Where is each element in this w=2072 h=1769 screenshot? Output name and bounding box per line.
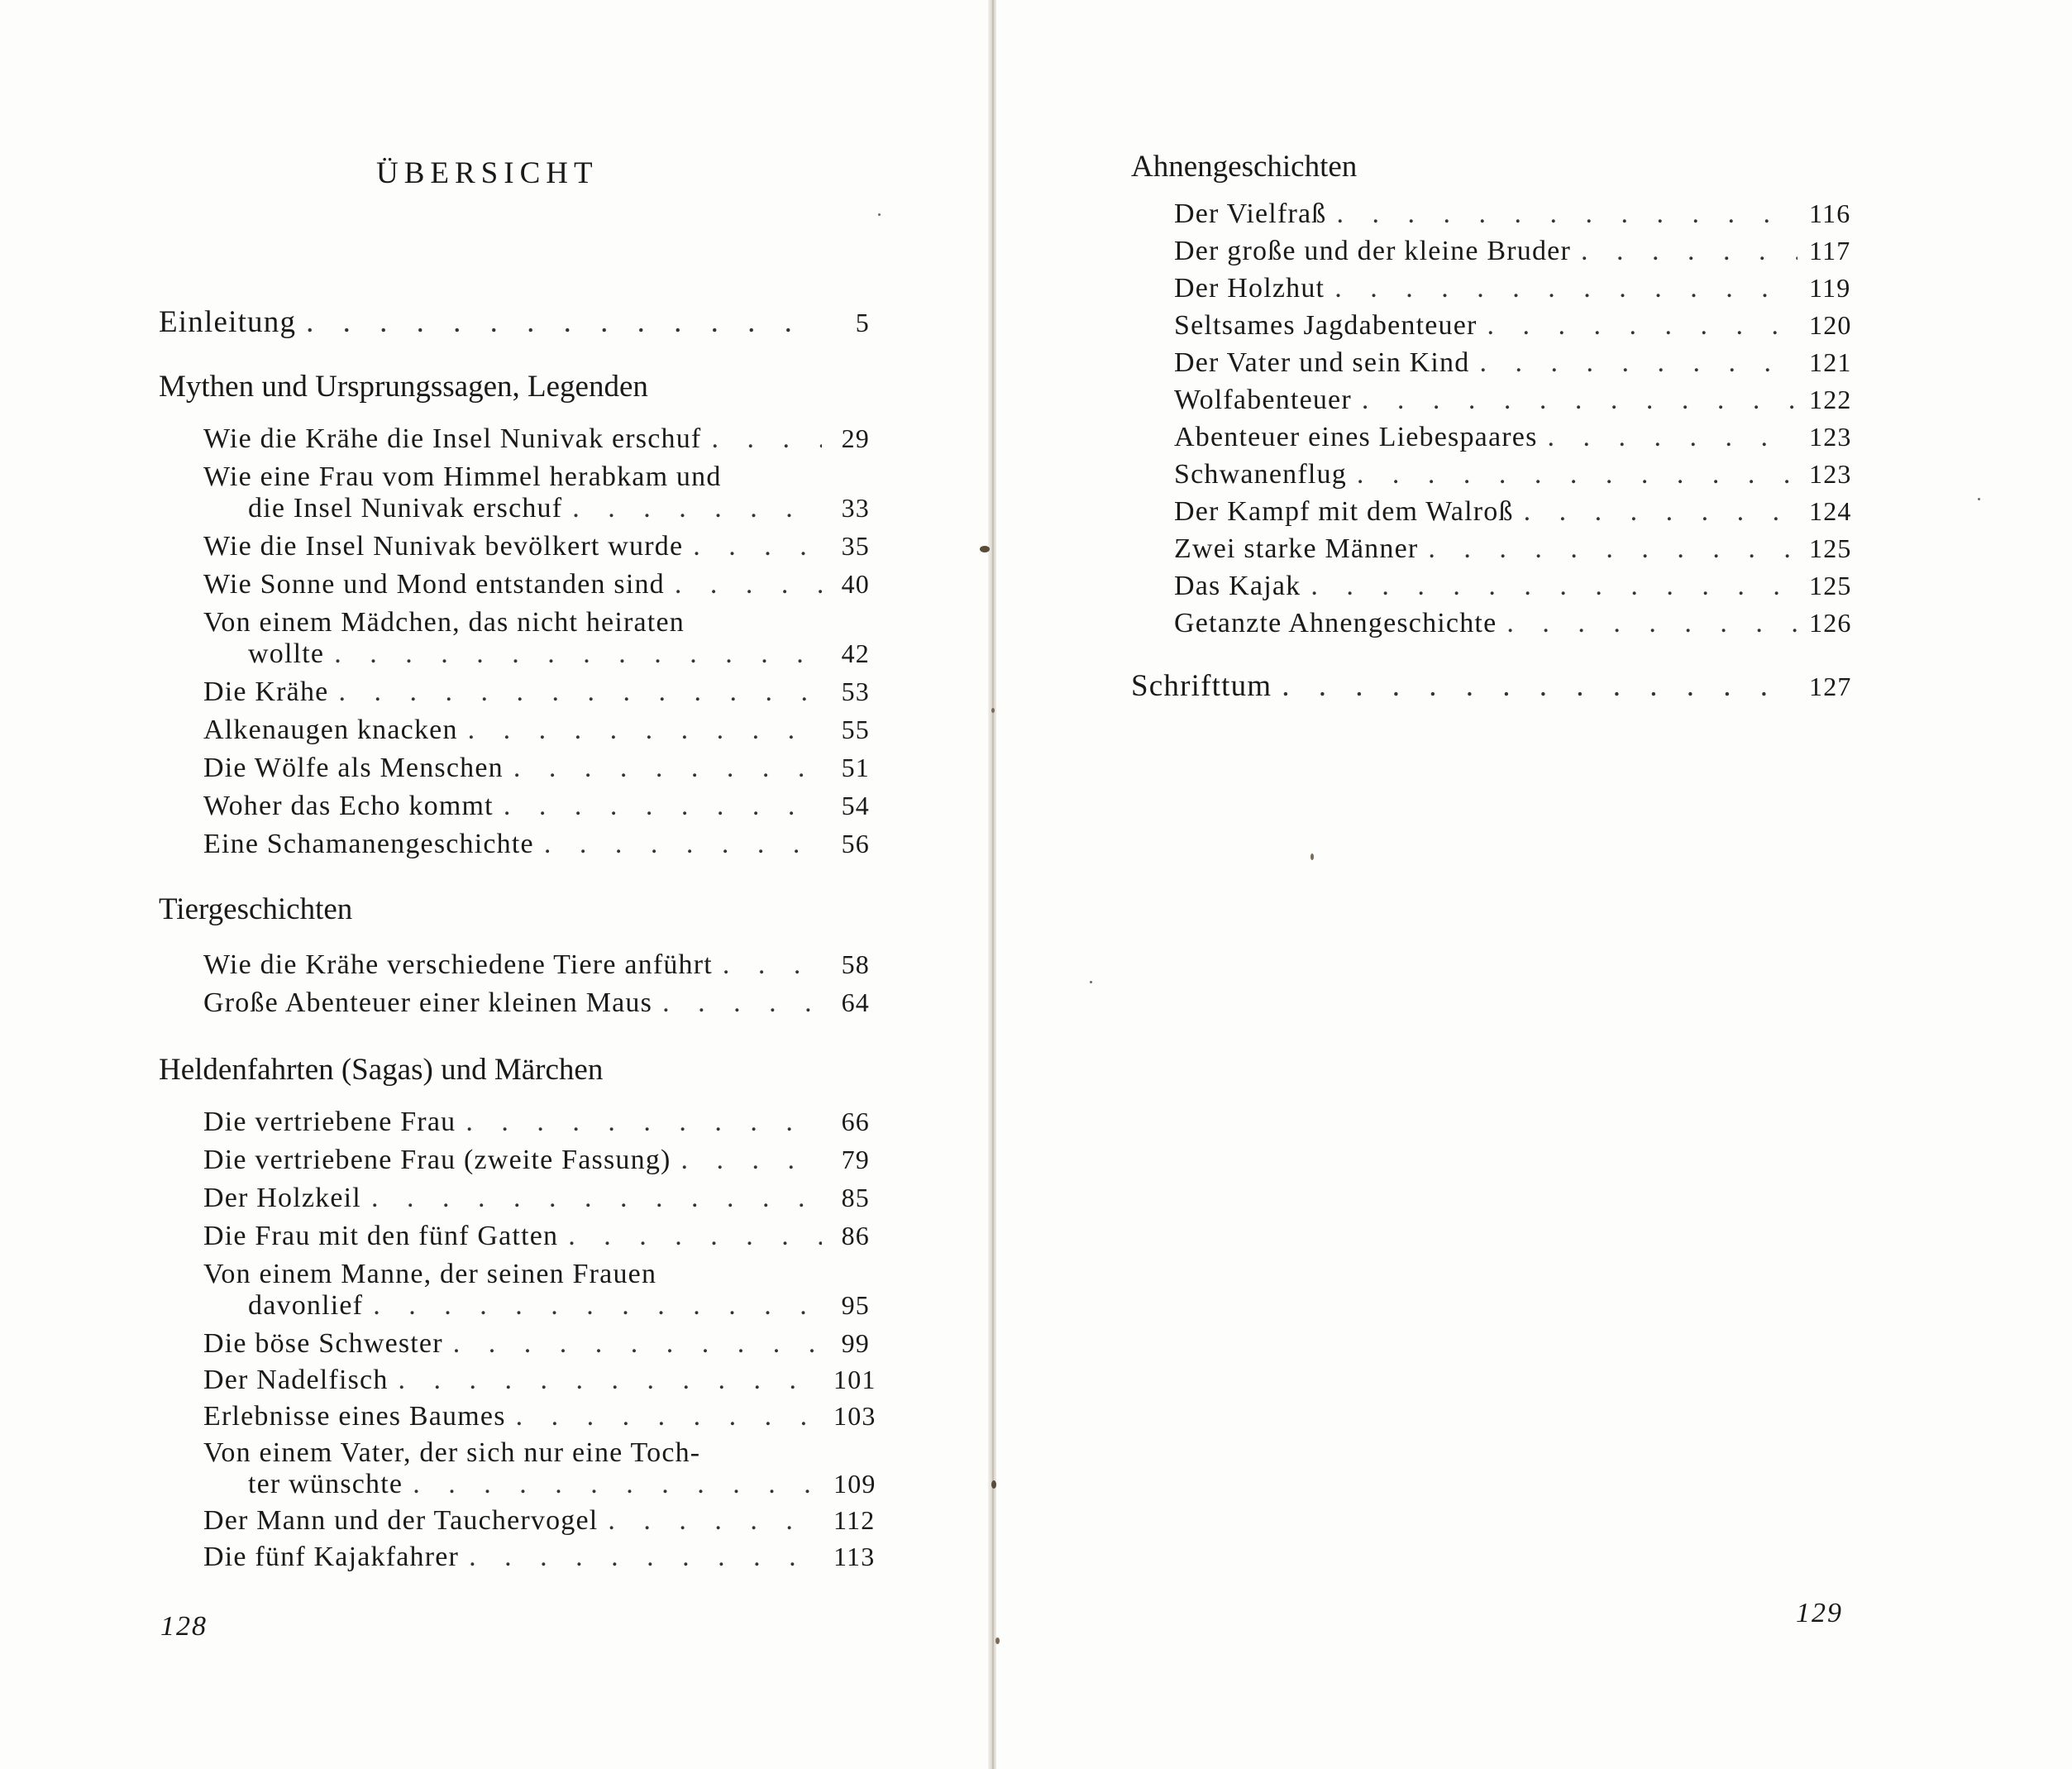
toc-entry-page: 120 [1809,310,1852,340]
toc-entry-title: Wie Sonne und Mond entstanden sind [203,569,665,600]
dot-leader [711,423,822,455]
toc-entry [203,987,870,1019]
toc-entry-page: 126 [1809,608,1852,638]
toc-entry-page: 5 [855,308,870,337]
dot-leader [662,987,822,1019]
dot-leader [572,493,822,524]
toc-entry-page: 103 [833,1401,876,1431]
dot-leader [513,753,822,784]
dot-leader [544,829,822,860]
dot-leader [306,304,822,340]
section-heading-myths: Mythen und Ursprungssagen, Legenden [159,370,648,404]
toc-entry-page: 101 [833,1365,876,1394]
toc-entry-title: Wie die Insel Nunivak bevölkert wurde [203,531,684,562]
toc-entry-page: 35 [841,531,870,561]
toc-entry-title: Der Vater und sein Kind [1174,347,1470,378]
dot-leader [608,1505,822,1537]
toc-entry-title: Die Krähe [203,677,329,707]
toc-entry-page: 125 [1809,533,1852,563]
gutter-crease [992,0,994,1769]
dot-leader [469,1542,822,1573]
toc-entry-page: 109 [833,1469,876,1499]
toc-entry-title: Wolfabenteuer [1174,385,1352,415]
toc-entry-page: 124 [1809,496,1852,526]
toc-entry [248,1469,876,1500]
scan-speck [1978,498,1980,500]
toc-entry-page: 55 [841,715,870,744]
toc-entry-title: Die böse Schwester [203,1328,443,1359]
toc-entry [1174,422,1852,453]
toc-entry [248,638,870,670]
toc-entry-page: 33 [841,493,870,523]
dot-leader [371,1183,822,1214]
dot-leader [1581,236,1797,267]
toc-entry [203,1107,870,1138]
toc-entry-page: 40 [841,569,870,599]
toc-entry-title: Der Holzhut [1174,273,1325,304]
toc-entry-title: Getanzte Ahnengeschichte [1174,608,1497,638]
toc-entry-title: Die Wölfe als Menschen [203,753,504,783]
toc-entry [203,949,870,981]
toc-entry [1174,608,1852,639]
toc-entry [248,493,870,524]
section-heading-ancestor-stories: Ahnengeschichten [1131,150,1358,184]
toc-entry-title: Erlebnisse eines Baumes [203,1401,506,1432]
toc-entry [1174,533,1852,565]
scan-speck [878,213,881,216]
dot-leader [1487,310,1797,342]
toc-entry [1174,385,1852,416]
dot-leader [1506,608,1797,639]
dot-leader [1479,347,1797,379]
page-number-left: 128 [160,1611,208,1642]
toc-entry-title: davonlief [248,1290,364,1321]
dot-leader [568,1221,822,1252]
scan-speck [1311,853,1314,860]
toc-entry-title: Der Mann und der Tauchervogel [203,1505,599,1536]
toc-entry-title: Die vertriebene Frau [203,1107,456,1137]
scan-speck [995,1638,1000,1644]
dot-leader [468,715,822,746]
dot-leader [1282,668,1797,704]
toc-entry [203,1328,870,1360]
dot-leader [1357,459,1797,490]
toc-entry [203,1145,870,1176]
toc-entry-title-line1: Von einem Manne, der seinen Frauen [203,1259,657,1289]
toc-entry-title: Zwei starke Männer [1174,533,1419,564]
toc-entry [248,1290,870,1322]
toc-entry-page: 64 [841,987,870,1017]
toc-entry [203,715,870,746]
toc-entry-title: Eine Schamanengeschichte [203,829,534,859]
toc-entry-title: Große Abenteuer einer kleinen Maus [203,987,653,1018]
dot-leader [373,1290,822,1322]
toc-entry-page: 29 [841,423,870,453]
toc-entry-page: 53 [841,677,870,706]
dot-leader [723,949,822,981]
toc-entry-title: Der Vielfraß [1174,198,1327,229]
toc-entry-page: 113 [833,1542,876,1571]
dot-leader [675,569,822,600]
toc-entry [203,753,870,784]
dot-leader [453,1328,822,1360]
scan-speck [980,546,990,552]
toc-entry-page: 99 [841,1328,870,1358]
toc-entry-title: Einleitung [159,305,297,339]
toc-entry [203,1365,876,1396]
toc-entry [203,791,870,822]
toc-entry [203,1505,876,1537]
toc-entry-title-line1: Von einem Mädchen, das nicht heiraten [203,607,685,638]
toc-entry-page: 95 [841,1290,870,1320]
page-number-right: 129 [1796,1598,1843,1628]
toc-entry-page: 121 [1809,347,1852,377]
toc-entry-title: Der große und der kleine Bruder [1174,236,1571,266]
toc-entry-page: 123 [1809,422,1852,452]
dot-leader [516,1401,822,1432]
toc-entry-title: ter wünschte [248,1469,403,1499]
scan-speck [991,1480,996,1489]
dot-leader [413,1469,822,1500]
toc-entry-page: 116 [1809,198,1851,228]
scan-speck [991,708,995,713]
toc-entry-title: Die vertriebene Frau (zweite Fassung) [203,1145,671,1175]
toc-entry [203,1183,870,1214]
toc-entry-page: 122 [1809,385,1852,414]
toc-entry [1174,347,1852,379]
toc-entry-title: Die Frau mit den fünf Gatten [203,1221,559,1251]
dot-leader [465,1107,822,1138]
toc-entry [203,1401,876,1432]
toc-entry-title: Der Holzkeil [203,1183,361,1213]
dot-leader [1334,273,1797,304]
toc-entry-title: Der Kampf mit dem Walroß [1174,496,1514,527]
toc-entry-page: 54 [841,791,870,820]
toc-entry [1174,198,1851,230]
toc-entry [1174,496,1852,528]
toc-entry [1174,273,1851,304]
left-page [0,0,988,1769]
page-title: ÜBERSICHT [376,156,599,190]
toc-entry-page: 119 [1809,273,1851,303]
dot-leader [693,531,822,562]
toc-entry-title: Das Kajak [1174,571,1301,601]
dot-leader [399,1365,822,1396]
toc-entry-page: 66 [841,1107,870,1136]
toc-entry-page: 117 [1809,236,1851,265]
toc-entry-title: Schrifttum [1131,669,1272,703]
scan-speck [1090,981,1092,983]
toc-entry-page: 112 [833,1505,876,1535]
toc-entry [203,829,870,860]
toc-entry [1174,571,1852,602]
toc-entry [203,531,870,562]
toc-entry [203,1542,876,1573]
toc-entry-page: 125 [1809,571,1852,600]
toc-entry-page: 79 [841,1145,870,1174]
dot-leader [1548,422,1797,453]
toc-entry-title: wollte [248,638,325,669]
toc-entry-page: 42 [841,638,870,668]
dot-leader [334,638,822,670]
dot-leader [681,1145,822,1176]
toc-entry-page: 127 [1809,672,1852,701]
toc-entry-title: Abenteuer eines Liebespaares [1174,422,1538,452]
toc-entry [203,569,870,600]
toc-entry-title: Wie die Krähe verschiedene Tiere anführt [203,949,713,980]
dot-leader [504,791,822,822]
dot-leader [1428,533,1797,565]
toc-entry-title-line1: Von einem Vater, der sich nur eine Toch- [203,1437,701,1468]
dot-leader [1362,385,1797,416]
toc-entry-title: die Insel Nunivak erschuf [248,493,563,524]
toc-entry-page: 85 [841,1183,870,1212]
toc-entry-page: 123 [1809,459,1852,489]
toc-entry-page: 51 [841,753,870,782]
toc-entry [1174,310,1852,342]
toc-entry-title: Alkenaugen knacken [203,715,458,745]
toc-entry [1174,459,1852,490]
dot-leader [338,677,822,708]
toc-entry-title-line1: Wie eine Frau vom Himmel herabkam und [203,461,722,492]
dot-leader [1336,198,1797,230]
toc-entry-title: Seltsames Jagdabenteuer [1174,310,1478,341]
toc-entry-title: Schwanenflug [1174,459,1347,490]
toc-entry-title: Die fünf Kajakfahrer [203,1542,460,1572]
dot-leader [1311,571,1797,602]
toc-entry-bibliography [1131,668,1852,704]
toc-entry [1174,236,1851,267]
toc-entry-title: Der Nadelfisch [203,1365,389,1395]
toc-entry-intro [159,304,870,340]
toc-entry-title: Wie die Krähe die Insel Nunivak erschuf [203,423,702,454]
toc-entry [203,677,870,708]
toc-entry [203,423,870,455]
toc-entry-title: Woher das Echo kommt [203,791,494,821]
dot-leader [1524,496,1797,528]
section-heading-sagas: Heldenfahrten (Sagas) und Märchen [159,1053,604,1087]
toc-entry [203,1221,870,1252]
toc-entry-page: 58 [841,949,870,979]
toc-entry-page: 86 [841,1221,870,1250]
toc-entry-page: 56 [841,829,870,858]
section-heading-animal-stories: Tiergeschichten [159,892,353,926]
